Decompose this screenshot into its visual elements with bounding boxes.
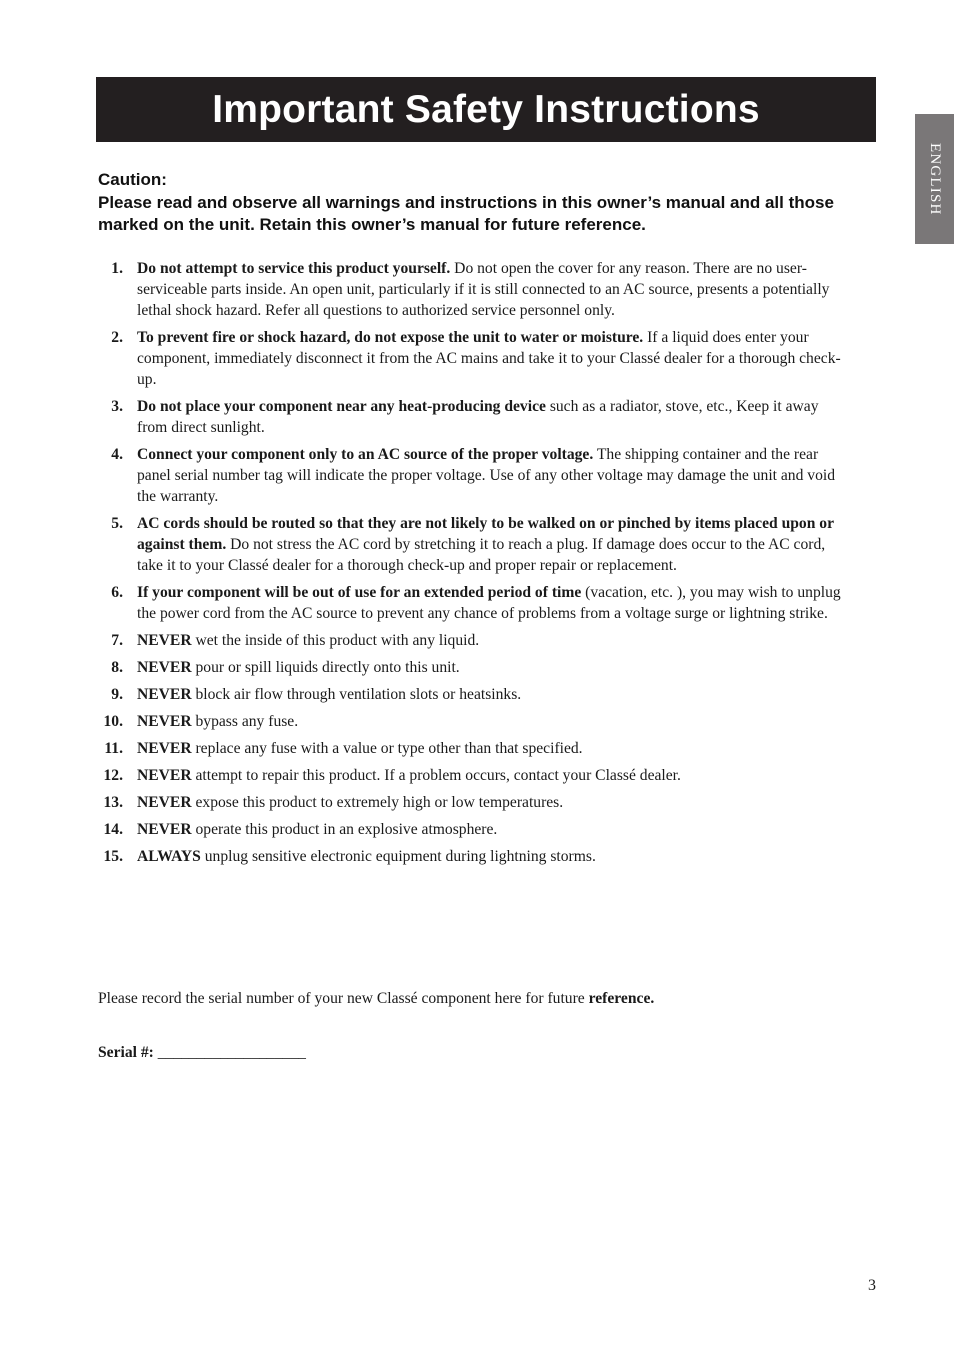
instruction-heading: NEVER	[137, 686, 192, 703]
instruction-number: 13.	[103, 794, 123, 811]
instruction-heading: NEVER	[137, 767, 192, 784]
instruction-heading: If your component will be out of use for an extended period of time	[137, 584, 582, 601]
instruction-heading: NEVER	[137, 821, 192, 838]
safety-instructions-list	[98, 258, 843, 873]
instruction-text: The shipping container and the rear panel serial number tag will indicate the proper voltage. Use of any other voltage may damage the unit and void the warranty.	[137, 446, 836, 505]
instruction-text: replace any fuse with a value or type other than that specified.	[191, 740, 583, 757]
instruction-text: Do not open the cover for any reason. There are no user-serviceable parts inside. An open unit, particularly if it is still connected to an AC source, presents a potentially lethal shock hazard. Refer all questions to authorized service personnel only.	[137, 260, 830, 319]
instruction-item	[98, 327, 843, 390]
serial-number-line	[98, 1042, 306, 1063]
instruction-item	[98, 513, 843, 576]
instruction-text: bypass any fuse.	[191, 713, 299, 730]
instruction-heading: NEVER	[137, 659, 192, 676]
instruction-item	[98, 396, 843, 438]
serial-record-text: Please record the serial number of your new Classé component here for future	[98, 989, 589, 1007]
instruction-item	[98, 846, 843, 867]
instruction-number: 15.	[103, 848, 123, 865]
page-number: 3	[868, 1277, 876, 1294]
instruction-number: 5.	[111, 515, 123, 532]
instruction-number: 7.	[111, 632, 123, 649]
instruction-text: pour or spill liquids directly onto this unit.	[191, 659, 460, 676]
instruction-number: 10.	[103, 713, 123, 730]
instruction-number: 6.	[111, 584, 123, 601]
instruction-item	[98, 630, 843, 651]
instruction-number: 14.	[103, 821, 123, 838]
serial-record-emphasis: reference.	[588, 989, 655, 1007]
instruction-number: 8.	[111, 659, 123, 676]
instruction-text: expose this product to extremely high or low temperatures.	[191, 794, 564, 811]
caution-label: Caution:	[98, 170, 167, 189]
instruction-number: 3.	[111, 398, 123, 415]
instruction-text: such as a radiator, stove, etc., Keep it away from direct sunlight.	[137, 398, 819, 436]
instruction-text: Do not stress the AC cord by stretching it to reach a plug. If damage does occur to the AC cord, take it to your Classé dealer for a thorough check-up and proper repair or replacement.	[137, 536, 826, 574]
instruction-heading: Do not place your component near any heat-producing device	[137, 398, 546, 415]
serial-blank: ___________________	[153, 1043, 306, 1061]
title-banner	[96, 77, 876, 142]
caution-text: Please read and observe all warnings and instructions in this owner’s manual and all those marked on the unit. Retain this owner’s manual for future reference.	[98, 192, 834, 234]
instruction-number: 11.	[104, 740, 123, 757]
instruction-item	[98, 444, 843, 507]
instruction-heading: NEVER	[137, 794, 192, 811]
instruction-number: 9.	[111, 686, 123, 703]
instruction-item	[98, 738, 843, 759]
instruction-item	[98, 819, 843, 840]
instruction-item	[98, 258, 843, 321]
instruction-text: wet the inside of this product with any liquid.	[191, 632, 480, 649]
instruction-item	[98, 711, 843, 732]
instruction-heading: To prevent fire or shock hazard, do not expose the unit to water or moisture.	[137, 329, 644, 346]
instruction-item	[98, 657, 843, 678]
instruction-heading: NEVER	[137, 632, 192, 649]
instruction-item	[98, 792, 843, 813]
instruction-heading: NEVER	[137, 740, 192, 757]
page-title: Important Safety Instructions	[212, 87, 760, 131]
instruction-heading: Do not attempt to service this product yourself.	[137, 260, 451, 277]
instruction-text: (vacation, etc. ), you may wish to unplug the power cord from the AC source to prevent any chance of problems from a voltage surge or lightning strike.	[137, 584, 841, 622]
instruction-text: operate this product in an explosive atmosphere.	[191, 821, 498, 838]
instruction-number: 12.	[103, 767, 123, 784]
serial-label: Serial #:	[98, 1043, 154, 1061]
instruction-text: unplug sensitive electronic equipment during lightning storms.	[200, 848, 596, 865]
instruction-item	[98, 582, 843, 624]
language-tab-label: ENGLISH	[927, 142, 943, 216]
serial-record-note	[98, 988, 654, 1009]
instruction-number: 4.	[111, 446, 123, 463]
instruction-text: attempt to repair this product. If a problem occurs, contact your Classé dealer.	[191, 767, 681, 784]
instruction-text: block air flow through ventilation slots or heatsinks.	[191, 686, 522, 703]
instruction-heading: NEVER	[137, 713, 192, 730]
language-tab	[915, 114, 954, 244]
instruction-heading: ALWAYS	[137, 848, 201, 865]
caution-block	[98, 169, 868, 237]
instruction-number: 1.	[111, 260, 123, 277]
instruction-item	[98, 684, 843, 705]
instruction-item	[98, 765, 843, 786]
instruction-text: If a liquid does enter your component, immediately disconnect it from the AC mains and take it to your Classé dealer for a thorough check-up.	[137, 329, 841, 388]
instruction-number: 2.	[111, 329, 123, 346]
instruction-heading: Connect your component only to an AC source of the proper voltage.	[137, 446, 594, 463]
instruction-heading: AC cords should be routed so that they are not likely to be walked on or pinched by items placed upon or against them.	[137, 515, 834, 553]
